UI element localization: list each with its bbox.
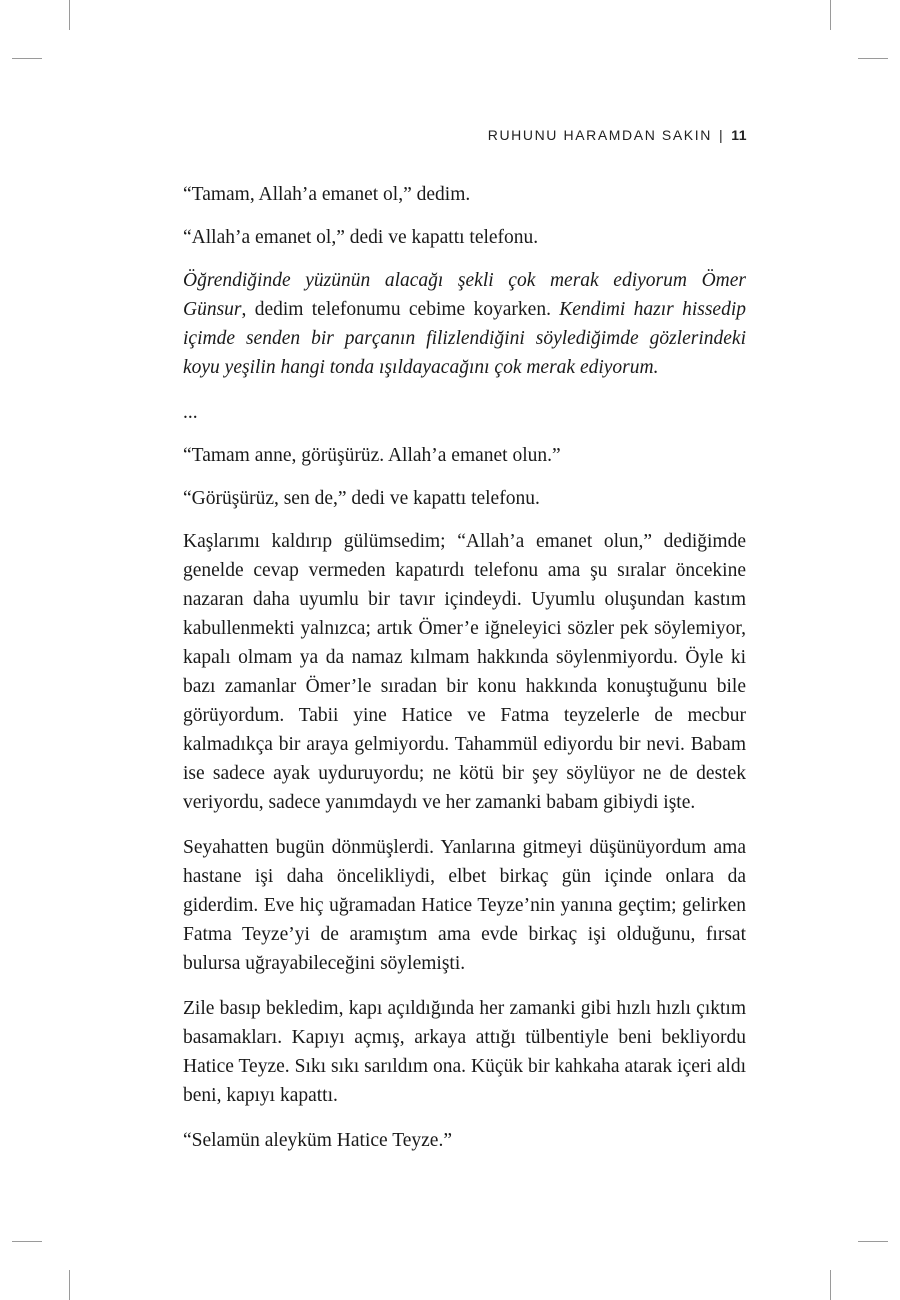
crop-mark-bottom-left-horizontal xyxy=(12,1241,42,1242)
crop-mark-bottom-left-vertical xyxy=(69,1270,70,1300)
crop-mark-bottom-right-vertical xyxy=(830,1270,831,1300)
crop-mark-top-right-horizontal xyxy=(858,58,888,59)
paragraph-2: “Allah’a emanet ol,” dedi ve kapattı telefonu. xyxy=(183,227,539,248)
italic-thought-1: Öğrendiğinde yüzünün alacağı şekli çok merak ediyorum Ömer Günsur xyxy=(183,270,746,320)
paragraph-1: “Tamam, Allah’a emanet ol,” dedim. xyxy=(183,184,471,205)
running-header xyxy=(180,127,747,143)
paragraph-5: “Tamam anne, görüşürüz. Allah’a emanet olun.” xyxy=(183,445,561,466)
narration-inline: , dedim telefonumu cebime koyarken. xyxy=(241,299,560,320)
page-body xyxy=(183,180,746,1171)
scene-break: ... xyxy=(183,402,198,423)
page-number: 11 xyxy=(731,127,747,143)
running-title: RUHUNU HARAMDAN SAKIN xyxy=(487,127,712,143)
paragraph-3 xyxy=(183,266,746,382)
italic-thought-2: Kendimi hazır hissedip içimde senden bir parçanın filizlendiğini söylediğimde gözlerindeki koyu yeşilin hangi tonda ışıldayacağını çok merak ediyorum. xyxy=(183,299,746,378)
paragraph-9: Zile basıp bekledim, kapı açıldığında her zamanki gibi hızlı hızlı çıktım basamakları. Kapıyı açmış, arkaya attığı tülbentiyle beni bekliyordu Hatice Teyze. Sıkı sıkı sarıldım ona. Küçük bir kahkaha atarak içeri aldı beni, kapıyı kapattı. xyxy=(183,998,746,1106)
crop-mark-top-left-vertical xyxy=(69,0,70,30)
paragraph-10: “Selamün aleyküm Hatice Teyze.” xyxy=(183,1130,452,1151)
paragraph-6: “Görüşürüz, sen de,” dedi ve kapattı telefonu. xyxy=(183,488,540,509)
crop-mark-top-left-horizontal xyxy=(12,58,42,59)
crop-mark-top-right-vertical xyxy=(830,0,831,30)
paragraph-8: Seyahatten bugün dönmüşlerdi. Yanlarına gitmeyi düşünüyordum ama hastane işi daha öncelikliydi, elbet birkaç gün içinde onlara da giderdim. Eve hiç uğramadan Hatice Teyze’nin yanına geçtim; gelirken Fatma Teyze’yi de aramıştım ama evde birkaç işi olduğunu, fırsat bulursa uğrayabileceğini söylemişti. xyxy=(183,837,746,974)
crop-mark-bottom-right-horizontal xyxy=(858,1241,888,1242)
paragraph-7: Kaşlarımı kaldırıp gülümsedim; “Allah’a emanet olun,” dediğimde genelde cevap vermeden kapatırdı telefonu ama şu sıralar öncekine nazaran daha uyumlu bir tavır içindeydi. Uyumlu oluşundan kastım kabullenmekti yalnızca; artık Ömer’e iğneleyici sözler pek söylemiyor, kapalı olmam ya da namaz kılmam hakkında söylenmiyordu. Öyle ki bazı zamanlar Ömer’le sıradan bir konu hakkında konuştuğunu bile görüyordum. Tabii yine Hatice ve Fatma teyzelerle de mecbur kalmadıkça bir araya gelmiyordu. Tahammül ediyordu bir nevi. Babam ise sadece ayak uyduruyordu; ne kötü bir şey söylüyor ne de destek veriyordu, sadece yanımdaydı ve her zamanki babam gibiydi işte. xyxy=(183,531,746,813)
header-separator: | xyxy=(718,127,725,143)
